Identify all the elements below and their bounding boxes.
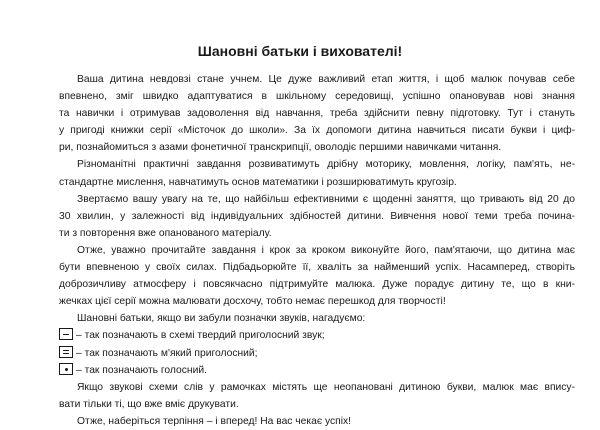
text-line: доброзичливу атмосферу і повсякчасно підтримуйте малюка. Дуже порадує дитину те, що в кни-	[59, 279, 575, 291]
text-line: Отже, наберіться терпіння – і вперед! На вас чекає успіх!	[77, 415, 352, 427]
text-line: та навички і отримував задоволення від навчання, треба здійснити певну підготовку. Тут і стануть	[59, 108, 575, 120]
text-line: Якщо звукові схеми слів у рамочках містять ще неопановані дитиною букви, малюк має впису-	[77, 381, 575, 393]
sound-legend	[59, 327, 575, 378]
text-line: ри, познайомиться з азами фонетичної транскрипції, оволодіє першими навичками читання.	[59, 142, 502, 154]
paragraph-legend-intro	[59, 310, 575, 327]
text-line: вати тільки ті, що вже вміє друкувати.	[59, 398, 239, 410]
text-line: бути впевненою у своїх силах. Підбадьорюйте її, хваліть за найменший успіх. Насамперед, створіть	[59, 262, 575, 274]
page-title: Шановні батьки і вихователі!	[197, 43, 403, 59]
text-line: стандартне мислення, навчатимуть основ математики і розширюватимуть кругозір.	[59, 176, 457, 188]
paragraph-closing	[59, 413, 575, 430]
text-line: впевнено, зміг швидко адаптуватися в шкільному середовищі, успішно опановував нові знання	[59, 91, 575, 103]
legend-label: – так позначають голосний.	[76, 364, 207, 376]
document-body	[59, 71, 575, 430]
hard-consonant-icon	[59, 328, 73, 340]
vowel-icon	[59, 363, 73, 375]
text-line: у пригоді книжки серії «Місточок до школи». За їх допомоги дитина навчиться писати букви і циф-	[59, 125, 575, 137]
paragraph-schedule	[59, 191, 575, 242]
text-line: Звертаємо вашу увагу на те, що найбільш ефективними є щоденні заняття, що тривають від 20 до	[77, 193, 575, 205]
text-line: ти з повторення вже опанованого матеріалу.	[59, 227, 272, 239]
text-line: Різноманітні практичні завдання розвиватимуть дрібну моторику, мовлення, логіку, пам'ять, не-	[77, 159, 575, 171]
paragraph-intro	[59, 71, 575, 156]
legend-label: – так позначають м'який приголосний;	[76, 347, 258, 359]
text-line: жечках цієї серії можна малювати досхочу, тобто немає перешкод для творчості!	[59, 296, 446, 308]
paragraph-sound-schemes	[59, 379, 575, 413]
paragraph-encouragement	[59, 242, 575, 310]
paragraph-skills	[59, 156, 575, 190]
legend-item-hard-consonant	[59, 327, 575, 344]
text-line: 30 хвилин, у залежності від індивідуальних здібностей дитини. Вивчення нової теми треба почина-	[59, 210, 575, 222]
legend-item-soft-consonant	[59, 345, 575, 362]
legend-label: – так позначають в схемі твердий приголосний звук;	[76, 330, 325, 342]
text-line: Ваша дитина невдовзі стане учнем. Це дуже важливий етап життя, і щоб малюк почував себе	[77, 74, 575, 85]
legend-item-vowel	[59, 362, 575, 379]
text-line: Шановні батьки, якщо ви забули позначки звуків, нагадуємо:	[77, 313, 366, 325]
text-line: Отже, уважно прочитайте завдання і крок за кроком виконуйте його, пам'ятаючи, що дитина має	[77, 244, 575, 256]
soft-consonant-icon	[59, 346, 73, 358]
